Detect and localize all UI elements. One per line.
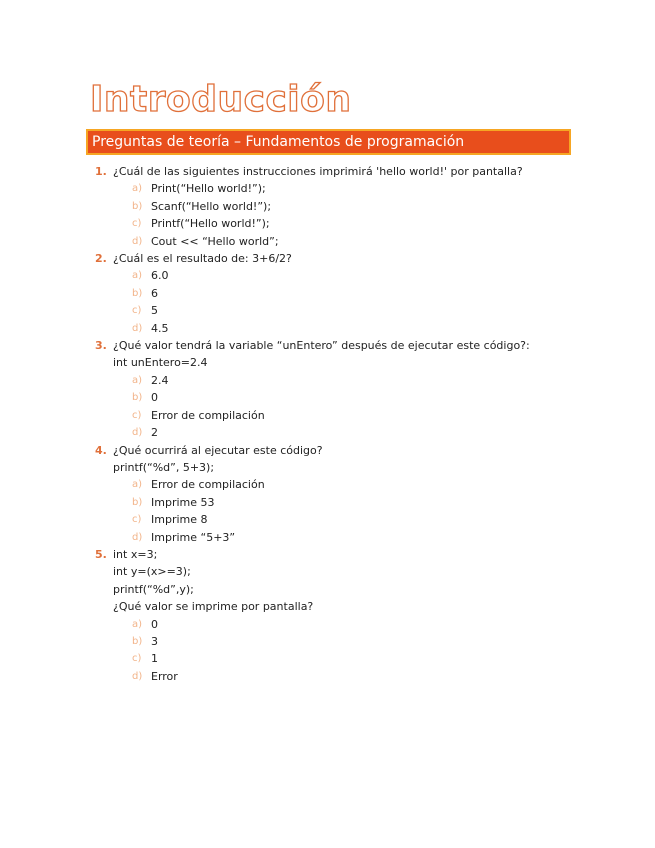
option-text: 5 xyxy=(151,304,158,318)
option-letter: c) xyxy=(132,409,142,421)
option-letter: a) xyxy=(132,183,143,195)
option-text: 6 xyxy=(151,286,158,300)
page-title: Introducción xyxy=(90,79,352,120)
option-text: Imprime “5+3” xyxy=(151,530,236,544)
option-text: Print(“Hello world!”); xyxy=(151,182,266,196)
answer-option xyxy=(90,215,570,232)
question-code-line xyxy=(90,563,570,580)
question-line-text: int x=3; xyxy=(113,547,158,561)
answer-option xyxy=(90,389,570,406)
option-text: Printf(“Hello world!”); xyxy=(151,217,270,231)
question-line-text: printf(“%d”,y); xyxy=(113,582,194,596)
option-text: Cout << “Hello world”; xyxy=(151,234,279,248)
question-line-text: ¿Qué ocurrirá al ejecutar este código? xyxy=(113,443,323,457)
question-item xyxy=(90,163,570,250)
option-letter: b) xyxy=(132,496,143,508)
option-letter: a) xyxy=(132,618,143,630)
option-text: 0 xyxy=(151,391,158,405)
option-text: Scanf(“Hello world!”); xyxy=(151,199,272,213)
answer-option xyxy=(90,320,570,337)
answer-option xyxy=(90,302,570,319)
option-letter: c) xyxy=(132,653,142,665)
question-number: 5. xyxy=(95,547,107,561)
question-line-text: ¿Qué valor tendrá la variable “unEntero” después de ejecutar este código?: xyxy=(113,339,530,353)
section-banner-text: Preguntas de teoría – Fundamentos de programación xyxy=(92,134,465,150)
question-line-text: ¿Cuál es el resultado de: 3+6/2? xyxy=(113,252,292,266)
option-list xyxy=(90,180,570,250)
question-code-line xyxy=(90,459,570,476)
option-text: 6.0 xyxy=(151,269,169,283)
option-letter: c) xyxy=(132,514,142,526)
question-code-line xyxy=(90,354,570,371)
option-letter: d) xyxy=(132,670,143,682)
question-item xyxy=(90,546,570,685)
question-line-text: ¿Cuál de las siguientes instrucciones imprimirá 'hello world!' por pantalla? xyxy=(113,165,523,178)
option-text: Error de compilación xyxy=(151,478,265,492)
option-letter: b) xyxy=(132,200,143,212)
question-text xyxy=(90,337,570,354)
question-line-text: ¿Qué valor se imprime por pantalla? xyxy=(113,600,314,614)
answer-option xyxy=(90,616,570,633)
question-text xyxy=(90,442,570,459)
question-text xyxy=(90,163,570,180)
option-letter: d) xyxy=(132,322,143,334)
option-text: Imprime 53 xyxy=(151,495,215,509)
option-text: 4.5 xyxy=(151,321,169,335)
answer-option xyxy=(90,494,570,511)
option-letter: a) xyxy=(132,270,143,282)
option-list xyxy=(90,267,570,337)
question-list xyxy=(90,163,570,685)
question-text xyxy=(90,546,570,563)
answer-option xyxy=(90,233,570,250)
question-number: 3. xyxy=(95,339,107,353)
answer-option xyxy=(90,529,570,546)
answer-option xyxy=(90,267,570,284)
answer-option xyxy=(90,511,570,528)
answer-option xyxy=(90,476,570,493)
option-letter: a) xyxy=(132,479,143,491)
option-list xyxy=(90,372,570,442)
section-banner xyxy=(86,129,571,155)
option-list xyxy=(90,616,570,686)
question-number: 1. xyxy=(95,165,107,178)
option-text: Error xyxy=(151,669,178,683)
option-letter: a) xyxy=(132,374,143,386)
answer-option xyxy=(90,198,570,215)
option-text: 2.4 xyxy=(151,373,169,387)
answer-option xyxy=(90,285,570,302)
option-letter: d) xyxy=(132,531,143,543)
answer-option xyxy=(90,633,570,650)
option-text: Error de compilación xyxy=(151,408,265,422)
answer-option xyxy=(90,668,570,685)
question-number: 2. xyxy=(95,252,107,266)
question-number: 4. xyxy=(95,443,107,457)
option-letter: d) xyxy=(132,427,143,439)
option-letter: b) xyxy=(132,287,143,299)
question-item xyxy=(90,442,570,546)
option-text: 0 xyxy=(151,617,158,631)
answer-option xyxy=(90,372,570,389)
option-list xyxy=(90,476,570,546)
option-letter: c) xyxy=(132,305,142,317)
question-line-text: int y=(x>=3); xyxy=(113,565,191,579)
option-text: Imprime 8 xyxy=(151,513,208,527)
option-letter: d) xyxy=(132,235,143,247)
answer-option xyxy=(90,650,570,667)
question-code-line xyxy=(90,581,570,598)
question-item xyxy=(90,337,570,441)
option-text: 1 xyxy=(151,652,158,666)
option-text: 3 xyxy=(151,634,158,648)
answer-option xyxy=(90,424,570,441)
question-code-line xyxy=(90,598,570,615)
answer-option xyxy=(90,407,570,424)
question-text xyxy=(90,250,570,267)
question-line-text: printf(“%d”, 5+3); xyxy=(113,460,215,474)
question-item xyxy=(90,250,570,337)
answer-option xyxy=(90,180,570,197)
question-line-text: int unEntero=2.4 xyxy=(113,356,208,370)
option-letter: b) xyxy=(132,635,143,647)
option-letter: b) xyxy=(132,392,143,404)
option-text: 2 xyxy=(151,426,158,440)
option-letter: c) xyxy=(132,218,142,230)
